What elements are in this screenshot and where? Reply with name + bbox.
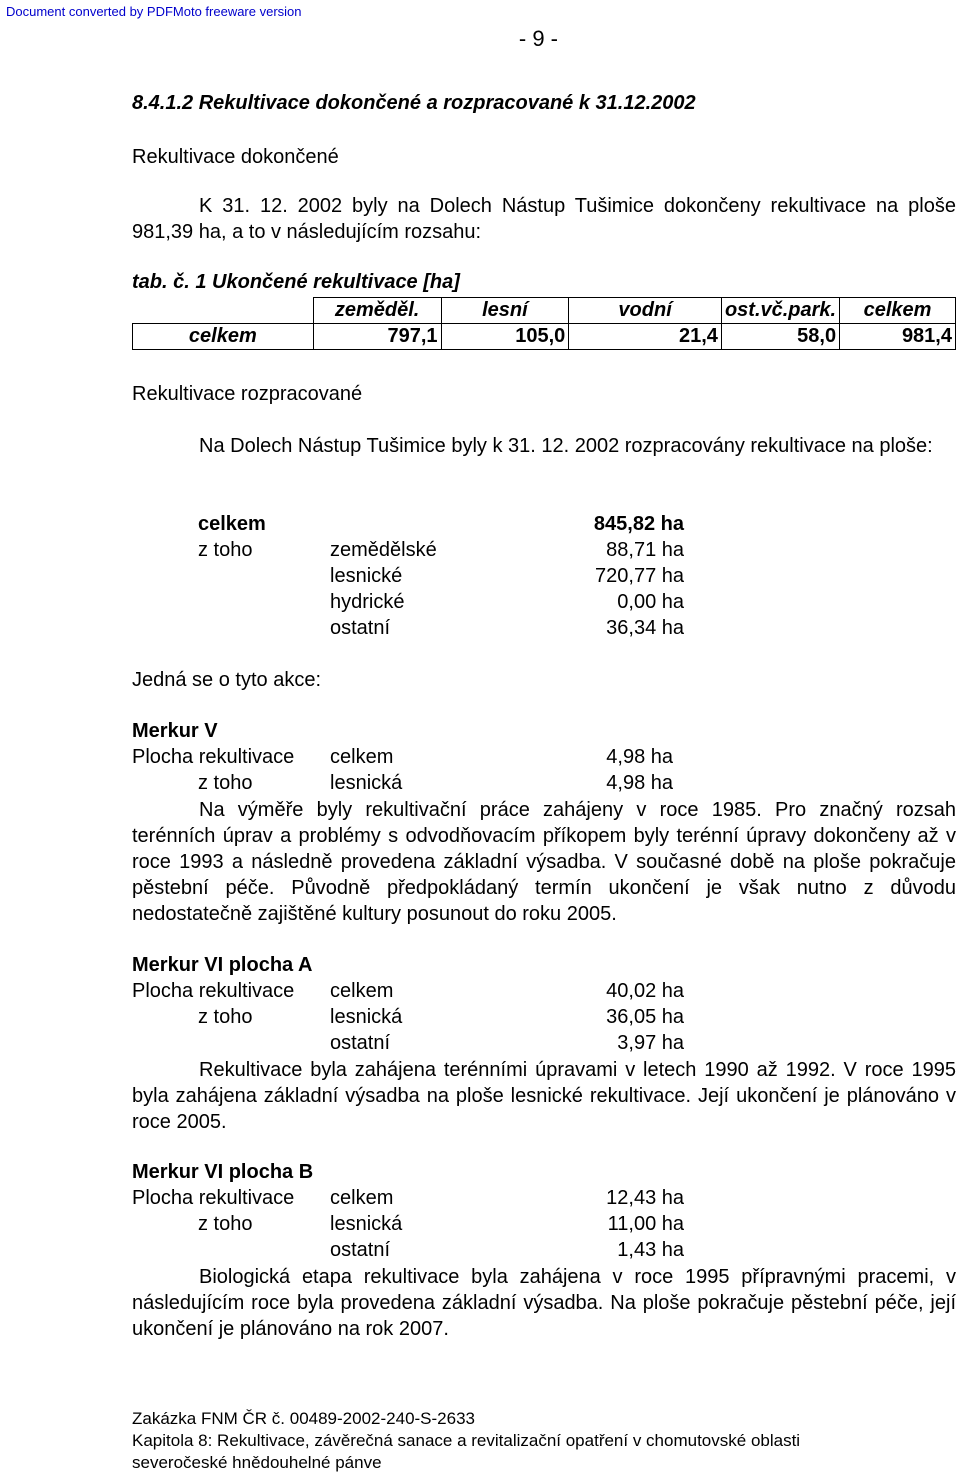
footer-region: severočeské hnědouhelné pánve: [132, 1453, 382, 1472]
merkur-vi-b-other-value: 1,43 ha: [617, 1239, 684, 1261]
merkur-vi-a-total-value: 40,02 ha: [606, 980, 684, 1002]
merkur-vi-a-title: Merkur VI plocha A: [132, 954, 313, 976]
summary-forest-label: lesnické: [330, 565, 403, 587]
completed-heading: Rekultivace dokončené: [132, 146, 339, 168]
table-row: [133, 324, 956, 350]
in-progress-intro: Na Dolech Nástup Tušimice byly k 31. 12. 2002 rozpracovány rekultivace na ploše:: [199, 435, 933, 457]
merkur-vi-b-forest-value: 11,00 ha: [607, 1213, 684, 1235]
merkur-vi-a-forest-value: 36,05 ha: [606, 1006, 684, 1028]
merkur-vi-b-total-value: 12,43 ha: [606, 1187, 684, 1209]
summary-total-value: 845,82 ha: [593, 513, 684, 535]
summary-other-value: 36,34 ha: [606, 617, 684, 639]
merkur-vi-a-other-value: 3,97 ha: [617, 1032, 684, 1054]
merkur-vi-b-other-label: ostatní: [330, 1239, 391, 1261]
header-cell-empty: [133, 298, 314, 324]
converter-watermark: Document converted by PDFMoto freeware version: [6, 4, 302, 19]
merkur-v-of-which-label: z toho: [198, 772, 253, 794]
header-cell-agricultural: zeměděl.: [313, 298, 441, 324]
merkur-vi-b-title: Merkur VI plocha B: [132, 1161, 314, 1183]
completed-intro: K 31. 12. 2002 byly na Dolech Nástup Tušimice dokončeny rekultivace na ploše 981,39 ha, a to v následujícím rozsahu:: [132, 195, 956, 243]
footer-chapter: Kapitola 8: Rekultivace, závěrečná sanace a revitalizační opatření v chomutovské oblasti: [132, 1431, 801, 1450]
merkur-vi-a-area-label: Plocha rekultivace: [132, 980, 295, 1002]
in-progress-heading: Rekultivace rozpracované: [132, 383, 363, 405]
actions-label: Jedná se o tyto akce:: [132, 669, 322, 691]
merkur-vi-a-other-label: ostatní: [330, 1032, 391, 1054]
table-caption: tab. č. 1 Ukončené rekultivace [ha]: [132, 271, 460, 293]
cell-total: 981,4: [840, 324, 956, 350]
summary-of-which-label: z toho: [198, 539, 253, 561]
summary-agricultural-value: 88,71 ha: [606, 539, 684, 561]
table-header-row: [133, 298, 956, 324]
merkur-vi-a-forest-label: lesnická: [330, 1006, 403, 1028]
section-heading: 8.4.1.2 Rekultivace dokončené a rozpracované k 31.12.2002: [132, 92, 696, 114]
footer-contract: Zakázka FNM ČR č. 00489-2002-240-S-2633: [132, 1409, 475, 1428]
header-cell-forest: lesní: [441, 298, 569, 324]
header-cell-total: celkem: [840, 298, 956, 324]
merkur-v-total-value: 4,98 ha: [606, 746, 673, 768]
merkur-vi-b-description: Biologická etapa rekultivace byla zahájena v roce 1995 přípravnými pracemi, v následujícím roce byla provedena základní výsadba. Na ploše pokračuje pěstební péče, její ukončení je plánováno na rok 2007.: [132, 1266, 956, 1340]
merkur-vi-b-forest-label: lesnická: [330, 1213, 403, 1235]
merkur-vi-b-area-label: Plocha rekultivace: [132, 1187, 295, 1209]
row-label: celkem: [133, 324, 314, 350]
merkur-v-description: Na výměře byly rekultivační práce zahájeny v roce 1985. Pro značný rozsah terénních úprav a problémy s odvodňovacím příkopem byly terénní úpravy dokončeny až v roce 1993 a následně provedena základní výsadba. V současné době na ploše pokračuje pěstební péče. Původně předpokládaný termín ukončení je však nutno z důvodu nedostatečně zajištěné kultury posunout do roku 2005.: [132, 799, 956, 925]
header-cell-water: vodní: [569, 298, 722, 324]
cell-water: 21,4: [569, 324, 722, 350]
merkur-v-forest-value: 4,98 ha: [606, 772, 673, 794]
cell-other-park: 58,0: [721, 324, 839, 350]
cell-agricultural: 797,1: [313, 324, 441, 350]
merkur-v-title: Merkur V: [132, 720, 218, 742]
summary-forest-value: 720,77 ha: [595, 565, 684, 587]
summary-total-label: celkem: [198, 513, 266, 535]
summary-agricultural-label: zemědělské: [330, 539, 437, 561]
cell-forest: 105,0: [441, 324, 569, 350]
merkur-v-area-label: Plocha rekultivace: [132, 746, 295, 768]
merkur-vi-b-of-which-label: z toho: [198, 1213, 253, 1235]
merkur-v-total-label: celkem: [330, 746, 394, 768]
merkur-vi-a-of-which-label: z toho: [198, 1006, 253, 1028]
completed-reclamation-table: [132, 297, 956, 350]
merkur-vi-a-description: Rekultivace byla zahájena terénními úpravami v letech 1990 až 1992. V roce 1995 byla zahájena základní výsadba na ploše lesnické rekultivace. Její ukončení je plánováno v roce 2005.: [132, 1059, 956, 1133]
summary-hydric-label: hydrické: [330, 591, 405, 613]
merkur-vi-a-total-label: celkem: [330, 980, 394, 1002]
merkur-v-forest-label: lesnická: [330, 772, 403, 794]
header-cell-other-park: ost.vč.park.: [721, 298, 839, 324]
page-number: - 9 -: [518, 26, 558, 51]
summary-hydric-value: 0,00 ha: [617, 591, 684, 613]
summary-other-label: ostatní: [330, 617, 391, 639]
merkur-vi-b-total-label: celkem: [330, 1187, 394, 1209]
